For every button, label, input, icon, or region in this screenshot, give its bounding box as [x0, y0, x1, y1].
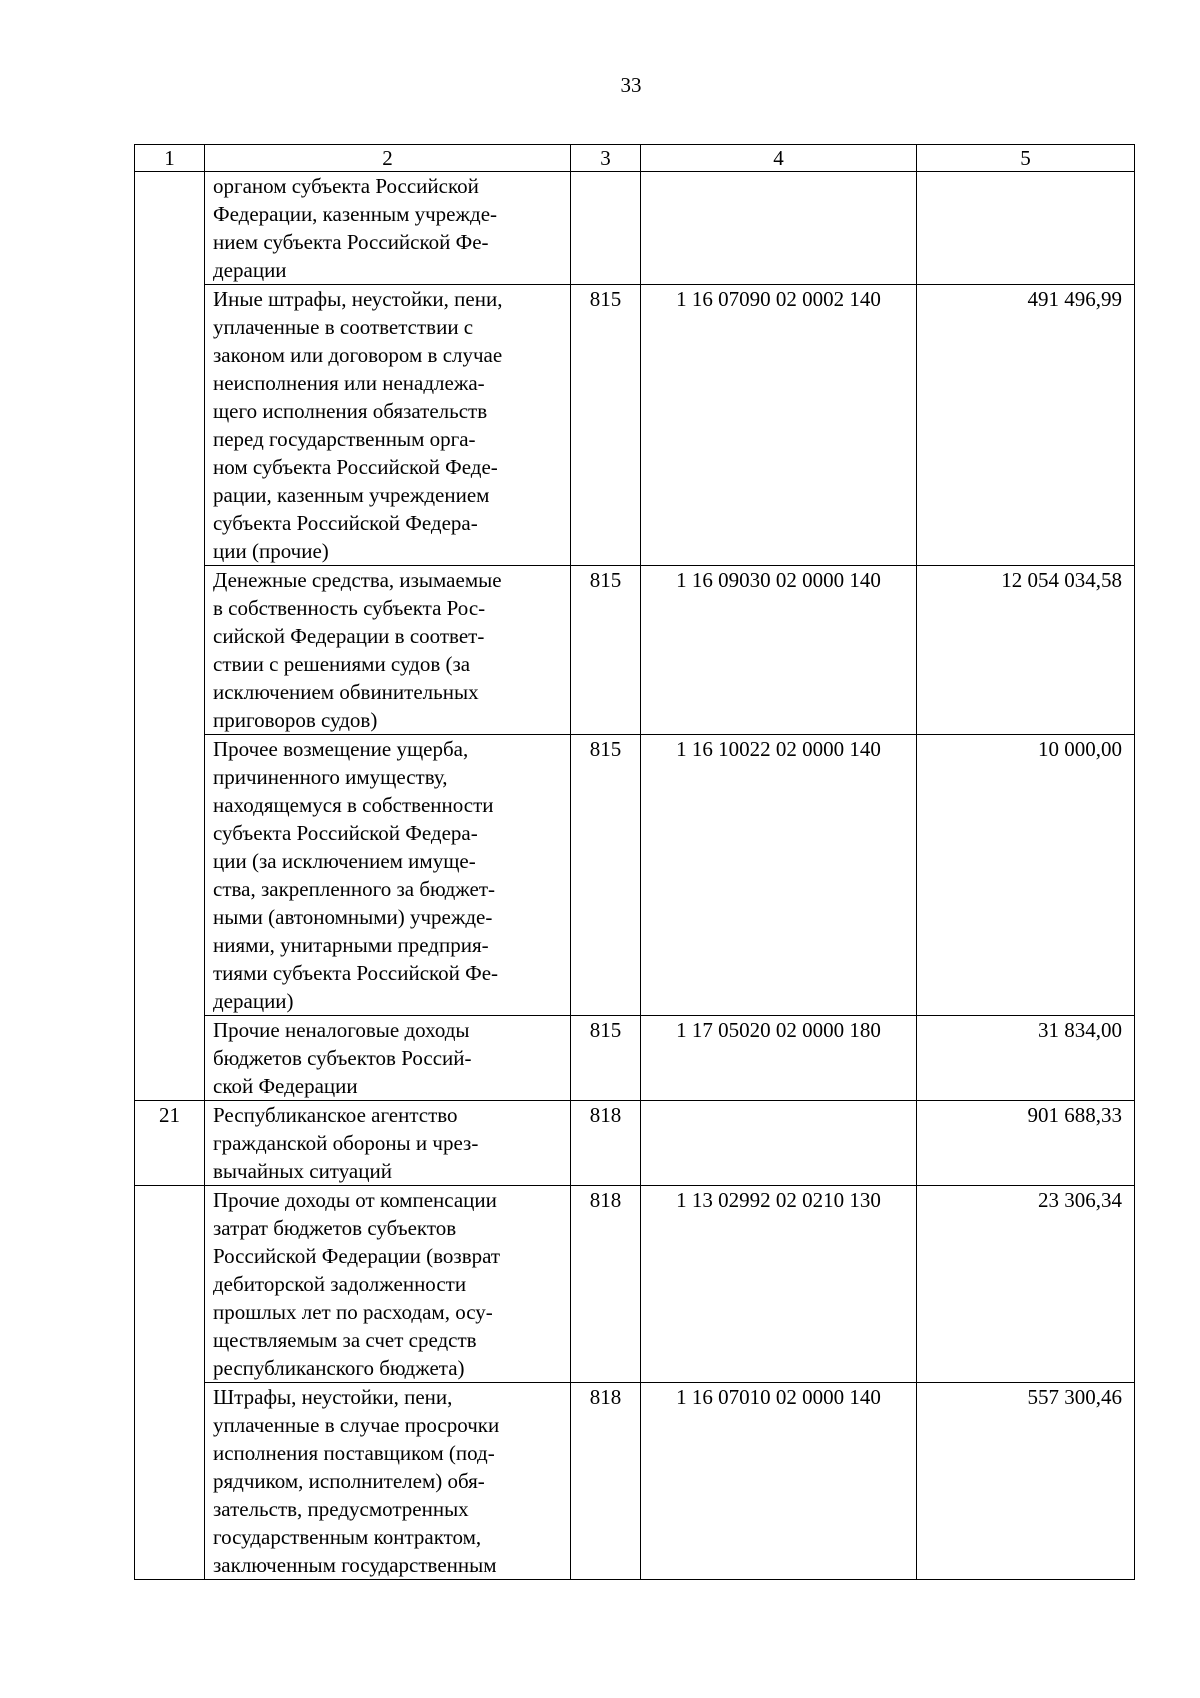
row-number — [135, 1016, 205, 1101]
revenue-name: органом субъекта Российской Федерации, казенным учрежде- нием субъекта Российской Фе- дерации — [205, 172, 571, 285]
column-header: 3 — [571, 145, 641, 172]
row-number — [135, 566, 205, 735]
amount: 23 306,34 — [917, 1186, 1135, 1383]
row-number — [135, 735, 205, 1016]
column-header: 1 — [135, 145, 205, 172]
column-header-row — [135, 145, 1135, 172]
admin-code: 815 — [571, 285, 641, 566]
amount: 901 688,33 — [917, 1101, 1135, 1186]
budget-class-code: 1 16 07090 02 0002 140 — [641, 285, 917, 566]
revenue-name: Прочие доходы от компенсации затрат бюджетов субъектов Российской Федерации (возврат дебиторской задолженности прошлых лет по расходам, осу- ществляемым за счет средств республиканского бюджета) — [205, 1186, 571, 1383]
table-row — [135, 566, 1135, 735]
revenue-name: Прочее возмещение ущерба, причиненного имуществу, находящемуся в собственности субъекта Российской Федера- ции (за исключением имуще- ства, закрепленного за бюджет- ными (автономными) учрежде- ниями, унитарными предприя- тиями субъекта Российской Фе- дерации) — [205, 735, 571, 1016]
column-header: 2 — [205, 145, 571, 172]
amount: 12 054 034,58 — [917, 566, 1135, 735]
budget-class-code: 1 16 09030 02 0000 140 — [641, 566, 917, 735]
admin-code: 815 — [571, 566, 641, 735]
table-row — [135, 1383, 1135, 1580]
admin-code: 815 — [571, 735, 641, 1016]
table-row — [135, 172, 1135, 285]
table-row — [135, 735, 1135, 1016]
revenue-name: Иные штрафы, неустойки, пени, уплаченные в соответствии с законом или договором в случае неисполнения или ненадлежа- щего исполнения обязательств перед государственным орга- ном субъекта Российской Феде- рации, казенным учреждением субъекта Российской Федера- ции (прочие) — [205, 285, 571, 566]
amount — [917, 172, 1135, 285]
table-row — [135, 1101, 1135, 1186]
revenue-name: Прочие неналоговые доходы бюджетов субъектов Россий- ской Федерации — [205, 1016, 571, 1101]
column-header: 5 — [917, 145, 1135, 172]
budget-class-code: 1 16 10022 02 0000 140 — [641, 735, 917, 1016]
row-number — [135, 285, 205, 566]
budget-class-code: 1 17 05020 02 0000 180 — [641, 1016, 917, 1101]
revenue-name: Денежные средства, изымаемые в собственность субъекта Рос- сийской Федерации в соответ- ствии с решениями судов (за исключением обвинительных приговоров судов) — [205, 566, 571, 735]
amount: 557 300,46 — [917, 1383, 1135, 1580]
table-row — [135, 1186, 1135, 1383]
admin-code: 818 — [571, 1101, 641, 1186]
row-number — [135, 172, 205, 285]
page-number: 33 — [620, 73, 642, 97]
budget-revenue-table — [134, 144, 1135, 1580]
admin-code: 815 — [571, 1016, 641, 1101]
amount: 491 496,99 — [917, 285, 1135, 566]
admin-code: 818 — [571, 1186, 641, 1383]
amount: 10 000,00 — [917, 735, 1135, 1016]
amount: 31 834,00 — [917, 1016, 1135, 1101]
revenue-name: Штрафы, неустойки, пени, уплаченные в случае просрочки исполнения поставщиком (под- рядчиком, исполнителем) обя- зательств, предусмотренных государственным контрактом, заключенным государственным — [205, 1383, 571, 1580]
budget-class-code: 1 16 07010 02 0000 140 — [641, 1383, 917, 1580]
admin-code: 818 — [571, 1383, 641, 1580]
column-header: 4 — [641, 145, 917, 172]
revenue-name: Республиканское агентство гражданской обороны и чрез- вычайных ситуаций — [205, 1101, 571, 1186]
row-number — [135, 1383, 205, 1580]
budget-class-code — [641, 172, 917, 285]
admin-code — [571, 172, 641, 285]
budget-class-code — [641, 1101, 917, 1186]
row-number — [135, 1186, 205, 1383]
row-number: 21 — [135, 1101, 205, 1186]
budget-class-code: 1 13 02992 02 0210 130 — [641, 1186, 917, 1383]
table-row — [135, 285, 1135, 566]
table-row — [135, 1016, 1135, 1101]
